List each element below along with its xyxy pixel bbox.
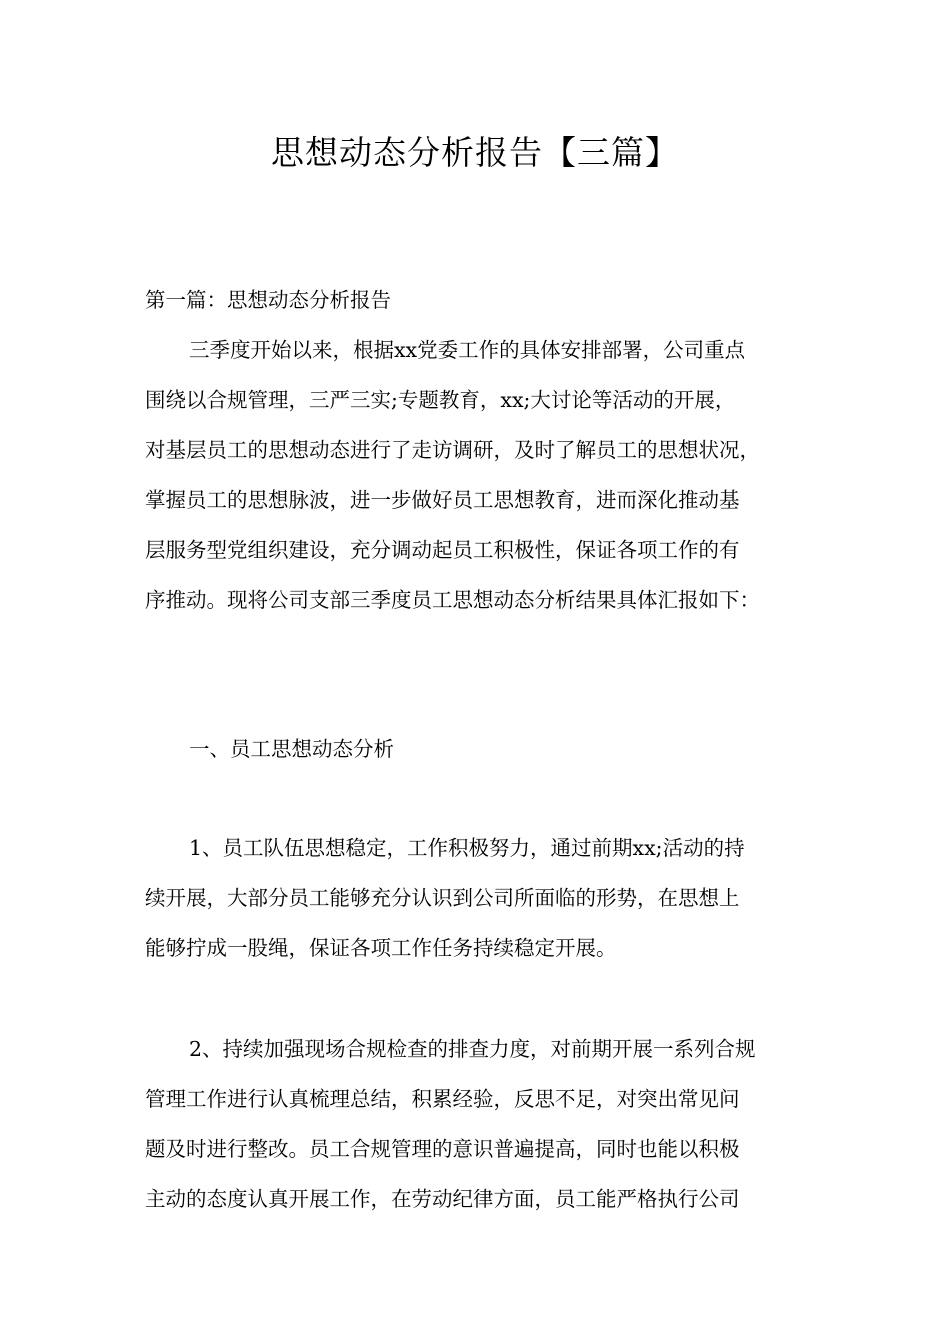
intro-line: 序推动。现将公司支部三季度员工思想动态分析结果具体汇报如下：	[145, 588, 760, 612]
document-title: 思想动态分析报告【三篇】	[271, 133, 679, 172]
item2-line: 2、持续加强现场合规检查的排查力度，对前期开展一系列合规	[189, 1037, 756, 1061]
intro-line: 三季度开始以来，根据xx党委工作的具体安排部署，公司重点	[189, 338, 746, 362]
section-heading: 第一篇：思想动态分析报告	[145, 288, 391, 312]
item2-line: 管理工作进行认真梳理总结，积累经验，反思不足，对突出常见问	[145, 1087, 740, 1111]
intro-line: 层服务型党组织建设，充分调动起员工积极性，保证各项工作的有	[145, 538, 740, 562]
intro-line: 对基层员工的思想动态进行了走访调研，及时了解员工的思想状况，	[145, 438, 760, 462]
subheading: 一、员工思想动态分析	[189, 737, 394, 761]
item1-line: 续开展，大部分员工能够充分认识到公司所面临的形势，在思想上	[145, 886, 740, 910]
item2-line: 主动的态度认真开展工作，在劳动纪律方面，员工能严格执行公司	[145, 1187, 740, 1211]
item2-line: 题及时进行整改。员工合规管理的意识普遍提高，同时也能以积极	[145, 1137, 740, 1161]
intro-line: 围绕以合规管理，三严三实;专题教育，xx;大讨论等活动的开展，	[145, 388, 736, 412]
intro-line: 掌握员工的思想脉波，进一步做好员工思想教育，进而深化推动基	[145, 488, 740, 512]
item1-line: 能够拧成一股绳，保证各项工作任务持续稳定开展。	[145, 936, 617, 960]
item1-line: 1、员工队伍思想稳定，工作积极努力，通过前期xx;活动的持	[189, 836, 745, 860]
